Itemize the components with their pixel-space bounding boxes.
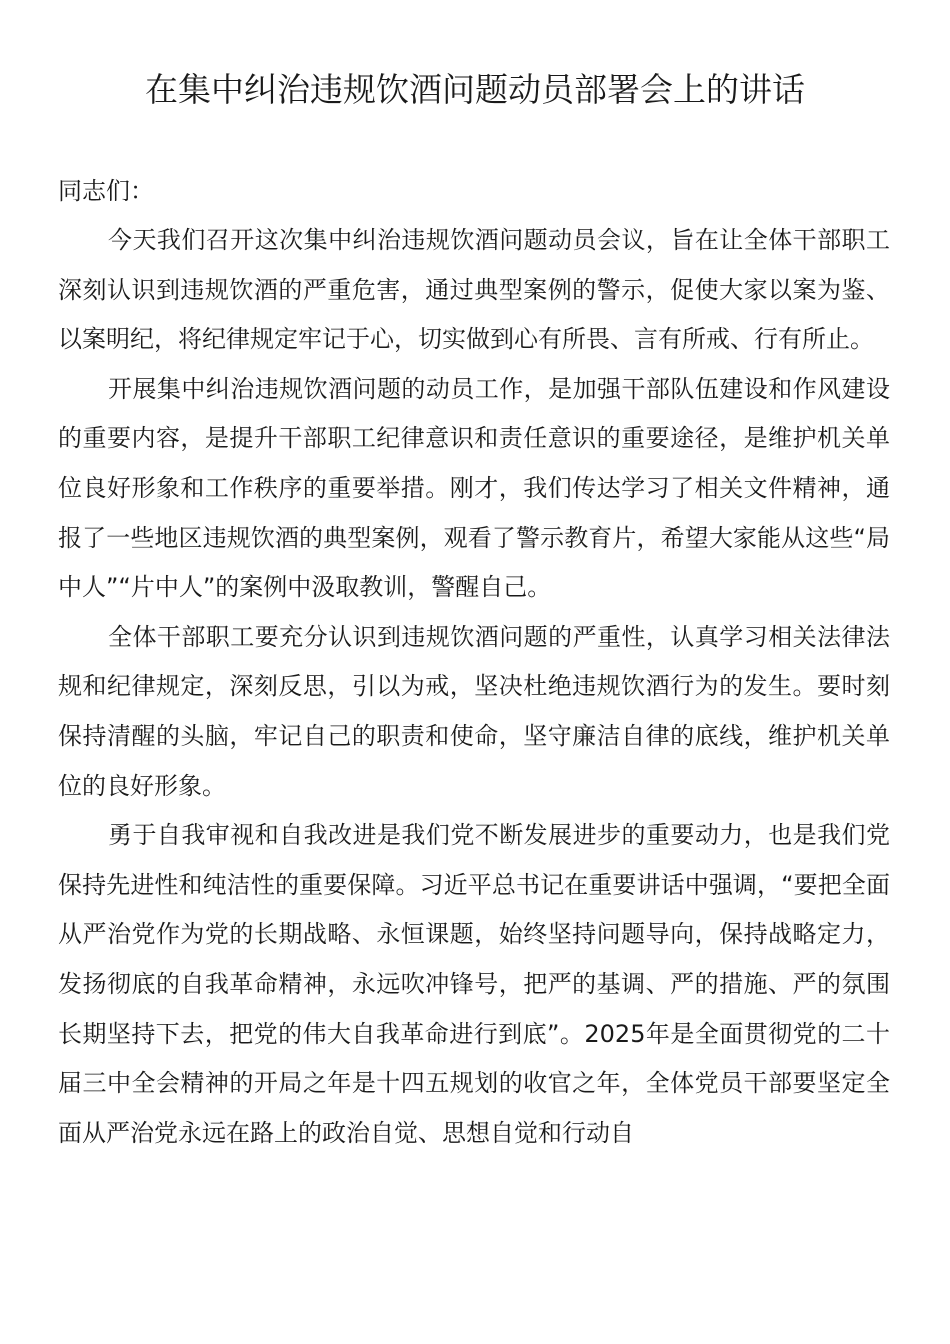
paragraph-4: 勇于自我审视和自我改进是我们党不断发展进步的重要动力，也是我们党保持先进性和纯洁性的重要保障。习近平总书记在重要讲话中强调，“要把全面从严治党作为党的长期战略、永恒课题，始终坚持问题导向，保持战略定力，发扬彻底的自我革命精神，永远吹冲锋号，把严的基调、严的措施、严的氛围长期坚持下去，把党的伟大自我革命进行到底”。2025年是全面贯彻党的二十届三中全会精神的开局之年是十四五规划的收官之年，全体党员干部要坚定全面从严治党永远在路上的政治自觉、思想自觉和行动自	[58, 821, 890, 1147]
paragraph-3: 全体干部职工要充分认识到违规饮酒问题的严重性，认真学习相关法律法规和纪律规定，深刻反思，引以为戒，坚决杜绝违规饮酒行为的发生。要时刻保持清醒的头脑，牢记自己的职责和使命，坚守廉洁自律的底线，维护机关单位的良好形象。	[58, 622, 890, 800]
document-body	[58, 166, 890, 1158]
paragraph-1: 今天我们召开这次集中纠治违规饮酒问题动员会议，旨在让全体干部职工深刻认识到违规饮酒的严重危害，通过典型案例的警示，促使大家以案为鉴、以案明纪，将纪律规定牢记于心，切实做到心有所畏、言有所戒、行有所止。	[58, 226, 890, 354]
document-title: 在集中纠治违规饮酒问题动员部署会上的讲话	[145, 70, 805, 109]
paragraph-2: 开展集中纠治违规饮酒问题的动员工作，是加强干部队伍建设和作风建设的重要内容，是提升干部职工纪律意识和责任意识的重要途径，是维护机关单位良好形象和工作秩序的重要举措。刚才，我们传达学习了相关文件精神，通报了一些地区违规饮酒的典型案例，观看了警示教育片，希望大家能从这些“局中人”“片中人”的案例中汲取教训，警醒自己。	[58, 374, 890, 602]
salutation: 同志们：	[58, 177, 154, 205]
